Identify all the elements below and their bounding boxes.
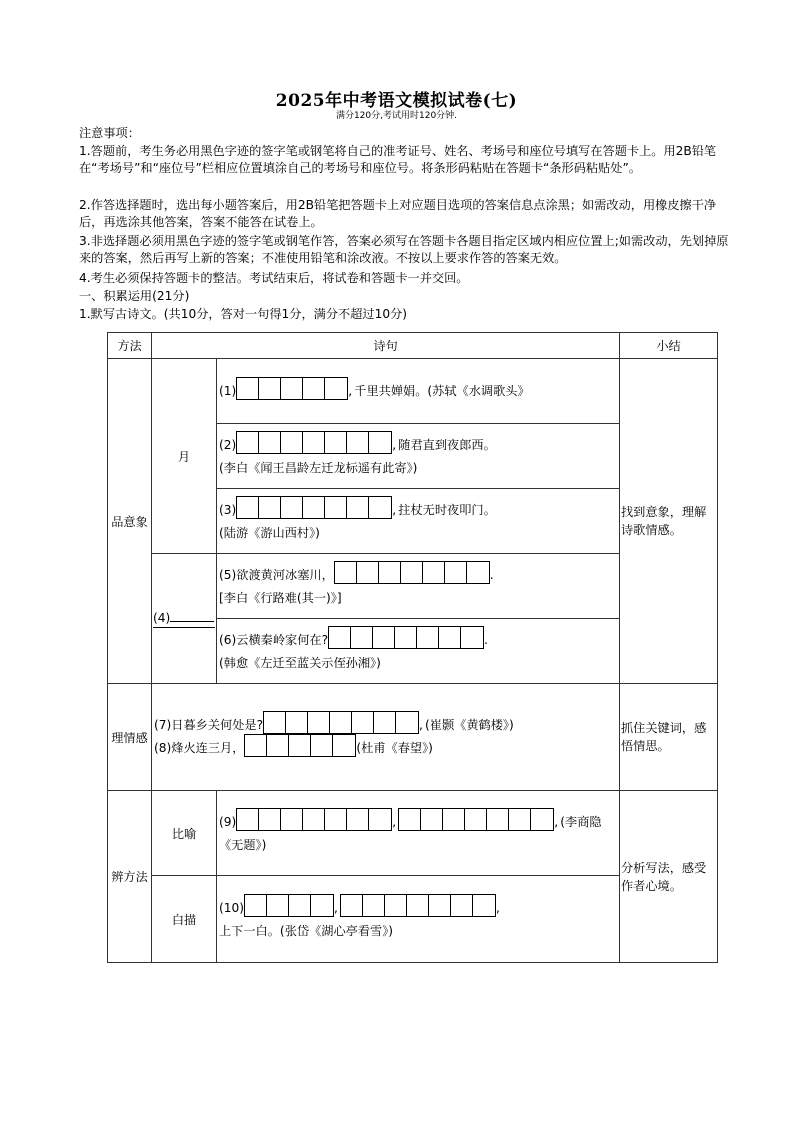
answer-boxes-q3[interactable] xyxy=(236,496,392,519)
answer-boxes-q7[interactable] xyxy=(263,711,419,734)
method-technique: 辨方法 xyxy=(108,791,152,963)
poem-cell-6: (6)云横秦岭家何在? . (韩愈《左迁至蓝关示侄孙湘》) xyxy=(217,619,620,684)
notice-heading: 注意事项： xyxy=(79,126,140,140)
q5-text: (5)欲渡黄河冰塞川， xyxy=(219,567,334,582)
q9-source: (李商隐《无题》) xyxy=(219,814,602,852)
notice-item-4: 4.考生必须保持答题卡的整洁。考试结束后，将试卷和答题卡一并交回。 xyxy=(79,271,469,285)
q8-source: (杜甫《春望》) xyxy=(356,741,433,755)
q6-source: (韩愈《左迁至蓝关示侄孙湘》) xyxy=(219,655,381,670)
q4-blank[interactable] xyxy=(170,609,214,622)
answer-boxes-q5[interactable] xyxy=(334,561,490,584)
answer-boxes-q10b[interactable] xyxy=(340,894,496,917)
poem-cell-10: (10) , , 上下一白。(张岱《湖心亭看雪》) xyxy=(217,876,620,963)
notice-item-3: 3.非选择题必须用黑色字迹的签字笔或钢笔作答，答案必须写在答题卡各题目指定区域内相应位置上;如需改动，先划掉原来的答案，然后再写上新的答案；不准使用铅笔和涂改液。不按以上要求作答的答案无效。 xyxy=(79,234,729,265)
q2-source: (李白《闻王昌龄左迁龙标遥有此寄》) xyxy=(219,460,418,475)
summary-imagery: 找到意象，理解诗歌情感。 xyxy=(620,359,718,684)
poem-cell-9: (9) , , (李商隐《无题》) xyxy=(217,791,620,876)
table-row xyxy=(108,684,718,791)
q10-number: (10) xyxy=(219,900,245,915)
q5-source: [李白《行路难(其一)》] xyxy=(219,590,342,605)
q1-text: 千里共婵娟。(苏轼《水调歌头》 xyxy=(354,383,530,398)
q7-text: (7)日暮乡关何处是? xyxy=(154,718,264,732)
table-row xyxy=(108,791,718,876)
summary-technique: 分析写法，感受作者心境。 xyxy=(620,791,718,963)
poem-cell-2: (2) , 随君直到夜郎西。 (李白《闻王昌龄左迁龙标遥有此寄》) xyxy=(217,424,620,489)
page-subtitle: 满分120分,考试用时120分钟. xyxy=(335,111,458,121)
question-1-prompt: 1.默写古诗文。(共10分，答对一句得1分，满分不超过10分) xyxy=(79,307,408,321)
sub-moon: 月 xyxy=(152,359,217,554)
sub-sketch: 白描 xyxy=(152,876,217,963)
table-header-row xyxy=(108,333,718,359)
notice-item-2: 2.作答选择题时，选出每小题答案后，用2B铅笔把答题卡上对应题目选项的答案信息点涂黑；如需改动，用橡皮擦干净后，再选涂其他答案，答案不能答在试卷上。 xyxy=(79,198,717,229)
q3-number: (3) xyxy=(219,502,237,517)
page-title: 2025年中考语文模拟试卷(七) xyxy=(275,91,518,111)
answer-boxes-q2[interactable] xyxy=(236,431,392,454)
poem-cell-5: (5)欲渡黄河冰塞川， . [李白《行路难(其一)》] xyxy=(217,554,620,619)
sub-metaphor: 比喻 xyxy=(152,791,217,876)
answer-boxes-q10a[interactable] xyxy=(244,894,334,917)
q7-source: (崔颢《黄鹤楼》) xyxy=(425,718,514,732)
answer-boxes-q9a[interactable] xyxy=(236,808,392,831)
answer-boxes-q9b[interactable] xyxy=(398,808,554,831)
poem-cell-1: (1) , 千里共婵娟。(苏轼《水调歌头》 xyxy=(217,359,620,424)
poetry-table xyxy=(107,332,718,963)
q4-number: (4) xyxy=(153,611,171,625)
answer-boxes-q1[interactable] xyxy=(236,377,348,400)
method-imagery: 品意象 xyxy=(108,359,152,684)
q3-source: (陆游《游山西村》) xyxy=(219,525,320,540)
header-method: 方法 xyxy=(108,333,152,359)
method-emotion: 理情感 xyxy=(108,684,152,791)
poem-cell-7-8: (7)日暮乡关何处是? , (崔颢《黄鹤楼》) (8)烽火连三月， (杜甫《春望》) xyxy=(152,684,620,791)
notice-item-1: 1.答题前，考生务必用黑色字迹的签字笔或钢笔将自己的准考证号、姓名、考场号和座位号填写在答题卡上。用2B铅笔在“考场号”和“座位号”栏相应位置填涂自己的考场号和座位号。将条形码粘贴在答题卡“条形码粘贴处”。 xyxy=(79,144,717,175)
answer-boxes-q8[interactable] xyxy=(244,734,356,757)
q1-number: (1) xyxy=(219,383,237,398)
header-lines: 诗句 xyxy=(152,333,620,359)
header-summary: 小结 xyxy=(620,333,718,359)
q2-text: 随君直到夜郎西。 xyxy=(398,437,496,452)
q6-text: (6)云横秦岭家何在? xyxy=(219,632,329,647)
q2-number: (2) xyxy=(219,437,237,452)
poem-cell-3: (3) , 拄杖无时夜叩门。 (陆游《游山西村》) xyxy=(217,489,620,554)
q8-text: (8)烽火连三月， xyxy=(154,741,245,755)
q3-text: 拄杖无时夜叩门。 xyxy=(398,502,496,517)
sub-blank-cell xyxy=(152,554,217,684)
summary-emotion: 抓住关键词，感悟情思。 xyxy=(620,684,718,791)
table-row xyxy=(108,359,718,424)
q9-number: (9) xyxy=(219,814,237,829)
q10-source: 上下一白。(张岱《湖心亭看雪》) xyxy=(219,923,394,938)
section-title: 一、积累运用(21分) xyxy=(79,289,190,303)
answer-boxes-q6[interactable] xyxy=(328,626,484,649)
q4-blank-line2[interactable] xyxy=(153,627,215,628)
